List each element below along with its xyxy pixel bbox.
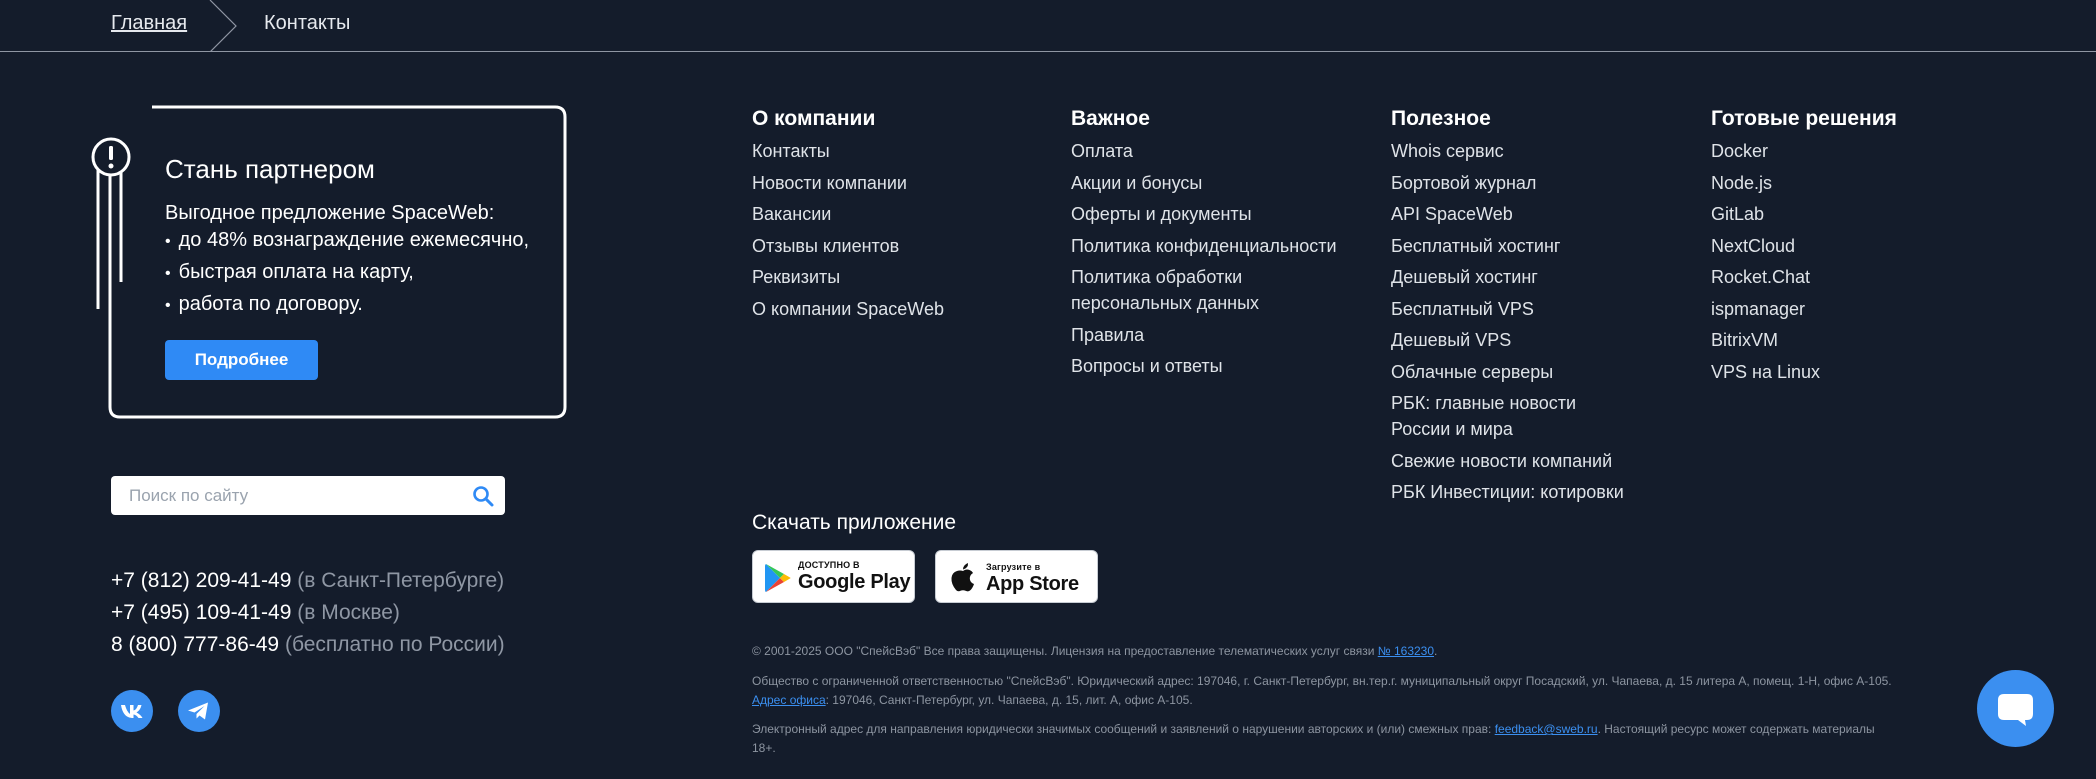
footer-link[interactable]: Политика обработки персональных данных	[1071, 267, 1260, 313]
google-play-button[interactable]	[752, 550, 915, 603]
footer-link[interactable]: Вакансии	[752, 204, 832, 224]
legal-address	[752, 672, 2096, 710]
breadcrumb	[0, 0, 2096, 52]
partner-title: Стань партнером	[165, 154, 375, 184]
legal-contact	[752, 720, 2096, 758]
footer-link[interactable]: Отзывы клиентов	[752, 235, 900, 256]
footer-link[interactable]: Оплата	[1071, 141, 1133, 161]
office-address-link[interactable]: Адрес офиса	[752, 693, 826, 707]
footer-column-company	[752, 106, 1052, 327]
footer-link[interactable]: Свежие новости компаний	[1391, 450, 1613, 471]
phone-note: (в Санкт-Петербурге)	[297, 569, 505, 592]
license-link[interactable]: № 163230	[1377, 644, 1435, 658]
footer-link[interactable]: Новости компании	[752, 172, 907, 193]
phone-row	[111, 629, 505, 661]
footer-link[interactable]: Правила	[1071, 324, 1145, 345]
app-download-title: Скачать приложение	[752, 511, 957, 534]
footer-link[interactable]: Вопросы и ответы	[1071, 356, 1223, 376]
legal-text: © 2001-2025 ООО "СпейсВэб" Все права защищены. Лицензия на предоставление телематических услуг связи	[752, 644, 1375, 658]
partner-benefits	[165, 225, 529, 321]
store-caption: ДОСТУПНО В	[798, 560, 860, 570]
phone-row	[111, 565, 505, 597]
footer-link[interactable]: GitLab	[1711, 204, 1765, 224]
footer-link[interactable]: Дешевый VPS	[1391, 330, 1512, 350]
footer-link[interactable]: API SpaceWeb	[1391, 204, 1513, 224]
breadcrumb-home-link[interactable]: Главная	[111, 12, 188, 34]
partner-lead: Выгодное предложение SpaceWeb:	[165, 202, 495, 224]
legal-text: . Настоящий ресурс может содержать материалы	[1597, 722, 1875, 736]
footer-link[interactable]: Rocket.Chat	[1711, 267, 1811, 287]
footer-link[interactable]: РБК Инвестиции: котировки	[1391, 482, 1624, 502]
alert-icon	[90, 136, 132, 178]
footer-link[interactable]: VPS на Linux	[1711, 361, 1821, 382]
footer-link[interactable]: Дешевый хостинг	[1391, 267, 1538, 287]
footer-column-useful	[1391, 106, 1691, 511]
age-rating: 18+.	[752, 741, 776, 755]
phone-list	[111, 565, 505, 661]
partner-benefit-item: • работа по договору.	[165, 289, 529, 321]
footer-link[interactable]: ispmanager	[1711, 298, 1806, 319]
chat-button[interactable]	[1977, 670, 2054, 747]
chat-icon	[1977, 670, 2054, 747]
phone-link-spb[interactable]: +7 (812) 209-41-49	[111, 569, 292, 592]
vk-link[interactable]	[111, 690, 153, 732]
footer-link[interactable]: Оферты и документы	[1071, 204, 1252, 224]
phone-row	[111, 597, 505, 629]
phone-link-free[interactable]: 8 (800) 777-86-49	[111, 633, 280, 656]
store-name: App Store	[986, 573, 1079, 595]
footer-link[interactable]: О компании SpaceWeb	[752, 298, 944, 319]
footer-link[interactable]: РБК: главные новости России и мира	[1391, 393, 1577, 439]
store-caption: Загрузите в	[986, 562, 1041, 572]
phone-note: (бесплатно по России)	[284, 633, 505, 656]
footer-column-important	[1071, 106, 1371, 385]
legal-text: Общество с ограниченной ответственностью "СпейсВэб". Юридический адрес: 197046, г. Санкт-Петербург, вн.тер.г. муниципальный округ Посадский, ул. Чапаева, д. 15 литера А, помещ. 1-Н, офис А-105.	[752, 674, 1892, 688]
store-name: Google Play	[798, 571, 911, 593]
app-store-button[interactable]	[935, 550, 1098, 603]
footer-link[interactable]: Облачные серверы	[1391, 361, 1554, 382]
legal-text: .	[1434, 644, 1438, 658]
search-input[interactable]	[129, 476, 449, 515]
telegram-icon	[178, 690, 220, 732]
vk-icon	[111, 690, 153, 732]
column-title: О компании	[752, 107, 876, 130]
footer-link[interactable]: Whois сервис	[1391, 141, 1504, 161]
partner-more-button[interactable]: Подробнее	[165, 340, 318, 380]
google-play-icon	[764, 563, 792, 593]
column-title: Готовые решения	[1711, 107, 1897, 130]
footer-link[interactable]: NextCloud	[1711, 235, 1796, 256]
telegram-link[interactable]	[178, 690, 220, 732]
breadcrumb-current: Контакты	[264, 12, 351, 34]
column-title: Важное	[1071, 107, 1150, 130]
legal-text: Электронный адрес для направления юридически значимых сообщений и заявлений о нарушении авторских и (или) смежных прав:	[752, 722, 1492, 736]
footer-link[interactable]: Реквизиты	[752, 267, 841, 287]
column-title: Полезное	[1391, 107, 1491, 130]
footer-link[interactable]: Docker	[1711, 141, 1769, 161]
footer-link[interactable]: Контакты	[752, 141, 830, 161]
apple-icon	[950, 562, 976, 592]
legal-text: : 197046, Санкт-Петербург, ул. Чапаева, д. 15, лит. А, офис А-105.	[825, 693, 1193, 707]
phone-link-msk[interactable]: +7 (495) 109-41-49	[111, 601, 292, 624]
footer-link[interactable]: Акции и бонусы	[1071, 172, 1203, 193]
legal-copyright	[752, 642, 2096, 661]
search-icon[interactable]	[471, 484, 495, 508]
footer-link[interactable]: Бесплатный VPS	[1391, 298, 1534, 319]
feedback-email-link[interactable]: feedback@sweb.ru	[1494, 722, 1598, 736]
chevron-right-icon	[208, 0, 240, 52]
partner-benefit-item: • до 48% вознаграждение ежемесячно,	[165, 225, 529, 257]
footer-column-solutions	[1711, 106, 2011, 390]
partner-benefit-item: • быстрая оплата на карту,	[165, 257, 529, 289]
footer-link[interactable]: Node.js	[1711, 172, 1773, 193]
footer-link[interactable]: Бесплатный хостинг	[1391, 235, 1561, 256]
site-search	[111, 476, 505, 515]
phone-note: (в Москве)	[297, 601, 400, 624]
footer-link[interactable]: Бортовой журнал	[1391, 172, 1537, 193]
footer-link[interactable]: BitrixVM	[1711, 330, 1778, 350]
footer-link[interactable]: Политика конфиденциальности	[1071, 235, 1337, 256]
